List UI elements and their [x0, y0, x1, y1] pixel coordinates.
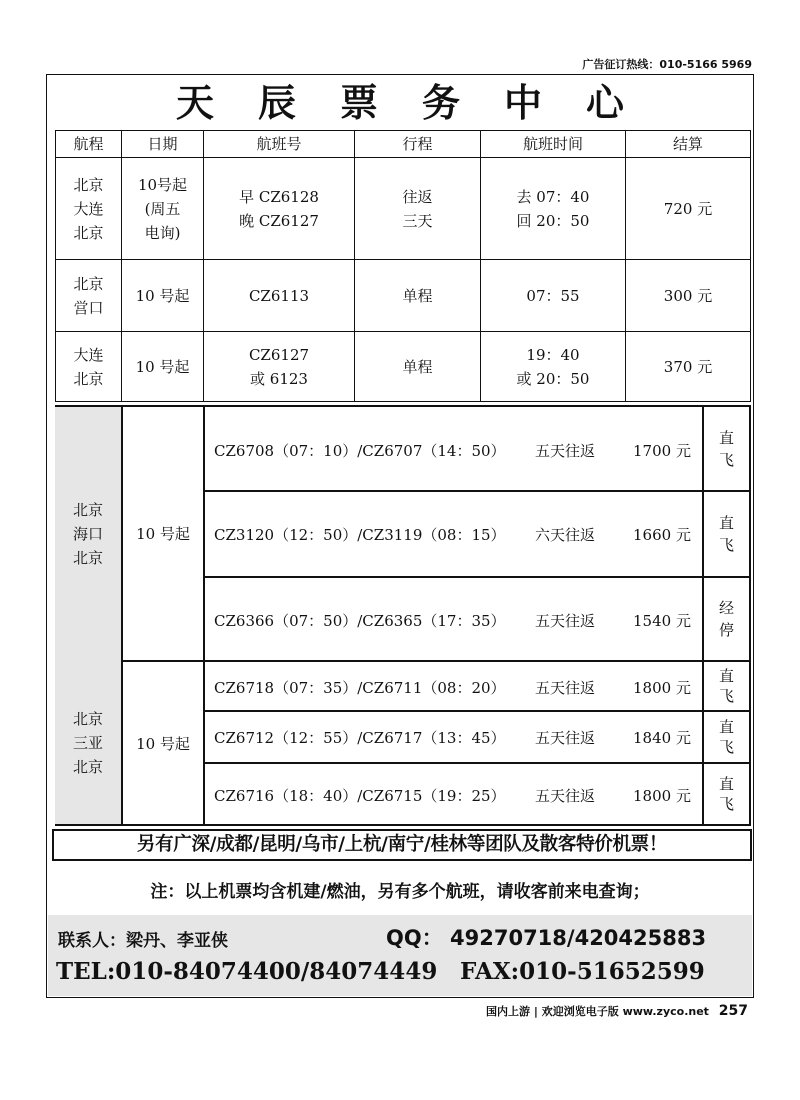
section-bottom-line — [55, 824, 750, 826]
flight-note: 经 停 — [718, 599, 734, 639]
sanya-route: 北京 三亚 北京 — [72, 710, 103, 776]
footer-section: 国内上游 — [486, 1005, 531, 1018]
contact-fax: FAX:010-51652599 — [460, 958, 705, 985]
date-cell: 10号起 (周五 电询) — [122, 158, 204, 260]
route-table — [55, 130, 751, 402]
flight-note: 直 飞 — [718, 428, 734, 469]
flight-price: 1800 元 — [633, 679, 691, 697]
flight-cell: CZ6113 — [204, 260, 355, 332]
trip-cell: 往返 三天 — [355, 158, 481, 260]
footer-source: 欢迎浏览电子版 www.zyco.net — [541, 1005, 709, 1018]
flight-price: 1540 元 — [633, 612, 691, 630]
row-divider — [204, 762, 750, 764]
row-divider — [204, 576, 750, 578]
page-footer — [486, 1003, 748, 1019]
table-header-row — [56, 131, 751, 158]
row-divider — [204, 490, 750, 492]
flight-price: 1700 元 — [633, 442, 691, 460]
flight-cell: 早 CZ6128 晚 CZ6127 — [204, 158, 355, 260]
header-trip: 行程 — [355, 131, 481, 158]
footer-separator: | — [533, 1005, 542, 1018]
note-text: 注：以上机票均含机建/燃油，另有多个航班，请收客前来电查询； — [150, 882, 650, 902]
flight-text: CZ6716（18：40）/CZ6715（19：25） — [214, 787, 506, 805]
table-row — [56, 260, 751, 332]
column-divider — [749, 405, 751, 826]
row-divider — [204, 710, 750, 712]
flight-text: CZ3120（12：50）/CZ3119（08：15） — [214, 526, 506, 544]
route-cell: 北京 営口 — [56, 260, 122, 332]
page-number: 257 — [718, 1003, 748, 1019]
flight-trip: 六天往返 — [535, 526, 596, 544]
flight-price: 1800 元 — [633, 787, 691, 805]
price-cell: 720 元 — [626, 158, 751, 260]
flight-note: 直 飞 — [718, 667, 734, 705]
trip-cell: 单程 — [355, 332, 481, 402]
route-cell: 北京 大连 北京 — [56, 158, 122, 260]
route-cell: 大连 北京 — [56, 332, 122, 402]
haikou-route: 北京 海口 北京 — [72, 500, 103, 567]
flight-text: CZ6712（12：55）/CZ6717（13：45） — [214, 729, 506, 747]
time-cell: 19：40 或 20：50 — [481, 332, 626, 402]
flight-note: 直 飞 — [718, 775, 734, 813]
flight-trip: 五天往返 — [535, 729, 596, 747]
time-cell: 去 07：40 回 20：50 — [481, 158, 626, 260]
flight-note: 直 飞 — [718, 514, 734, 554]
contact-qq: QQ： 49270718/420425883 — [386, 926, 707, 950]
column-divider — [203, 405, 205, 826]
flight-text: CZ6718（07：35）/CZ6711（08：20） — [214, 679, 506, 697]
header-date: 日期 — [122, 131, 204, 158]
section-divider — [123, 660, 750, 662]
flight-trip: 五天往返 — [535, 612, 596, 630]
flight-trip: 五天往返 — [535, 787, 596, 805]
flight-cell: CZ6127 或 6123 — [204, 332, 355, 402]
contact-person: 联系人：梁丹、李亚侠 — [58, 931, 228, 951]
flight-price: 1660 元 — [633, 526, 691, 544]
flight-note: 直 飞 — [718, 718, 734, 756]
price-cell: 300 元 — [626, 260, 751, 332]
sanya-date: 10 号起 — [136, 734, 190, 753]
haikou-date: 10 号起 — [136, 525, 190, 543]
flight-trip: 五天往返 — [535, 442, 596, 460]
flight-price: 1840 元 — [633, 729, 691, 747]
header-flight: 航班号 — [204, 131, 355, 158]
page-title: 天辰票务中心 — [175, 81, 668, 125]
table-row — [56, 158, 751, 260]
header-time: 航班时间 — [481, 131, 626, 158]
flight-text: CZ6708（07：10）/CZ6707（14：50） — [214, 442, 506, 460]
header-route: 航程 — [56, 131, 122, 158]
contact-tel: TEL:010-84074400/84074449 — [56, 958, 438, 985]
flight-trip: 五天往返 — [535, 679, 596, 697]
flight-text: CZ6366（07：50）/CZ6365（17：35） — [214, 612, 506, 630]
date-cell: 10 号起 — [122, 332, 204, 402]
trip-cell: 单程 — [355, 260, 481, 332]
ad-hotline: 广告征订热线：010-5166 5969 — [582, 58, 752, 71]
time-cell: 07：55 — [481, 260, 626, 332]
date-cell: 10 号起 — [122, 260, 204, 332]
price-cell: 370 元 — [626, 332, 751, 402]
table-row — [56, 332, 751, 402]
header-price: 结算 — [626, 131, 751, 158]
promo-banner: 另有广深/成都/昆明/乌市/上杭/南宁/桂林等团队及散客特价机票！ — [52, 829, 752, 861]
